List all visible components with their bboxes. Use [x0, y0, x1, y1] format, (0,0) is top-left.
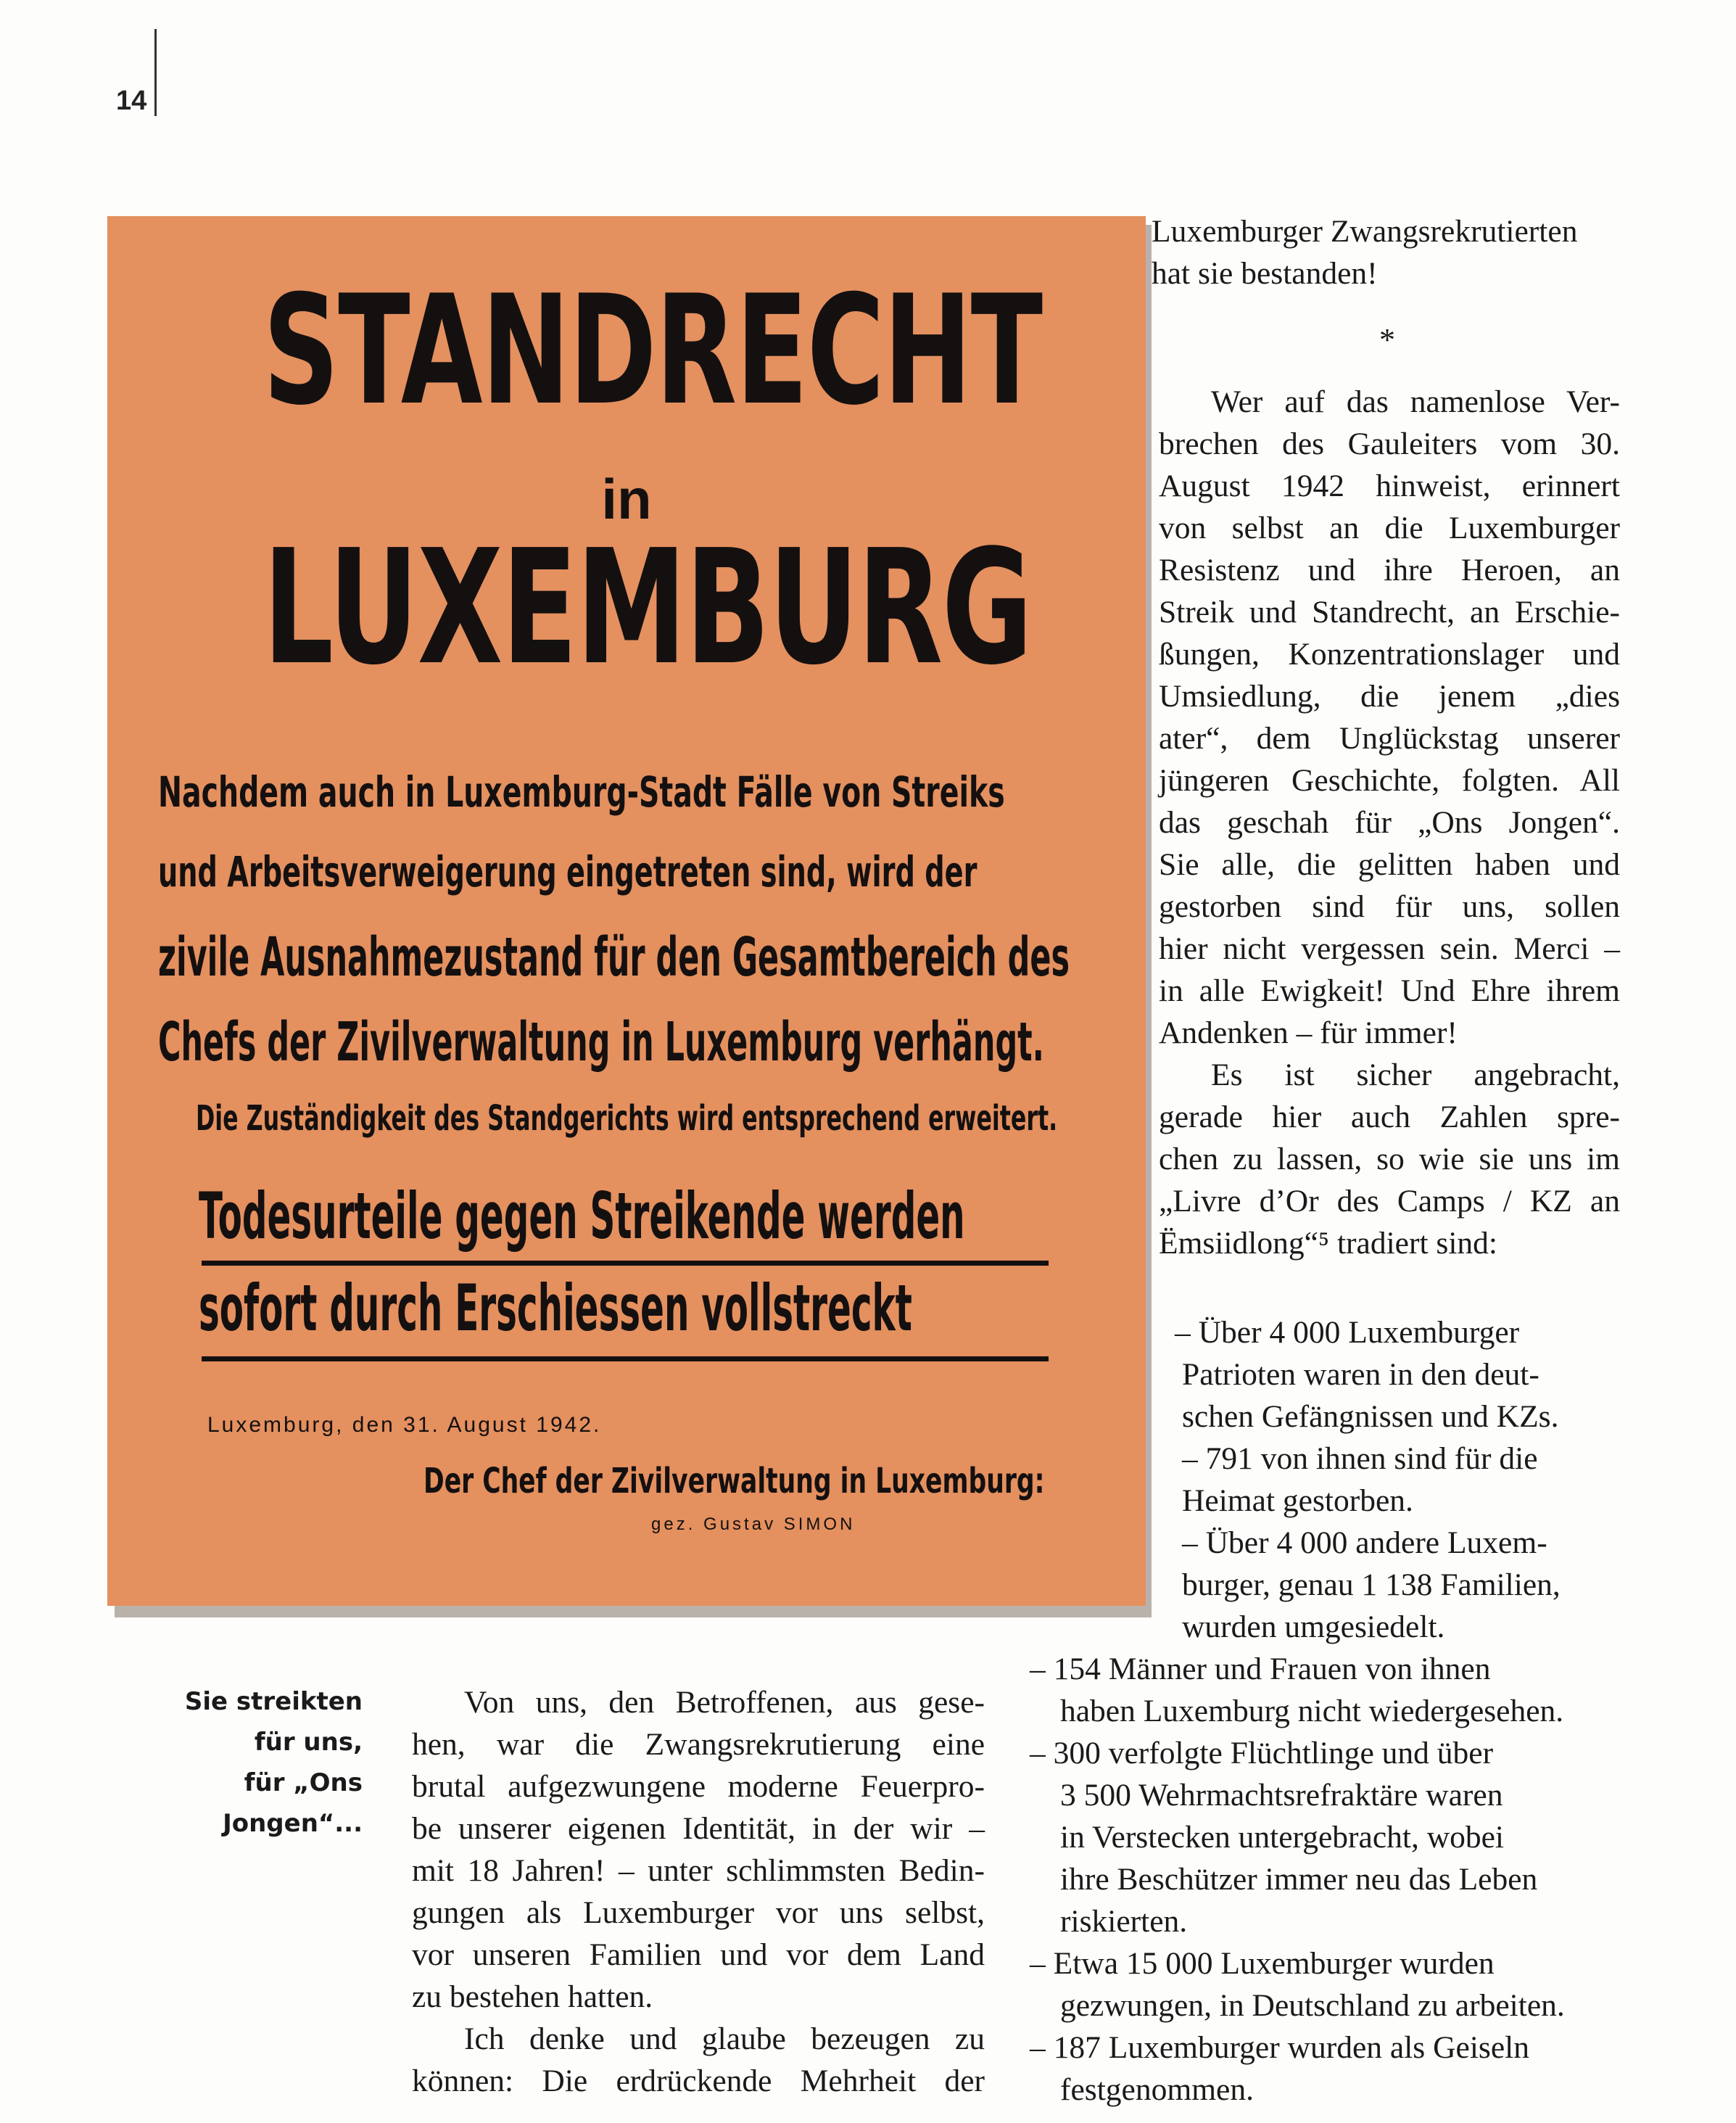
body-line: Sie alle, die gelitten haben und [1159, 847, 1620, 882]
poster-line: und Arbeitsverweigerung eingetreten sind, wird der [158, 847, 977, 896]
body-line: Streik und Standrecht, an Erschie- [1159, 595, 1620, 630]
list-item: Heimat gestorben. [1182, 1483, 1413, 1518]
body-line: Resistenz und ihre Heroen, an [1159, 553, 1620, 588]
poster-line: Nachdem auch in Luxemburg-Stadt Fälle von Streiks [158, 767, 1005, 817]
list-item: – Über 4 000 andere Luxem- [1182, 1525, 1547, 1560]
poster-death-sentence-line: Todesurteile gegen Streikende werden [199, 1179, 965, 1253]
poster-line: Die Zuständigkeit des Standgerichts wird entsprechend erweitert. [196, 1098, 1058, 1139]
body-line: von selbst an die Luxemburger [1159, 511, 1620, 545]
body-line: ßungen, Konzentrationslager und [1159, 637, 1620, 672]
list-item: – Über 4 000 Luxemburger [1175, 1315, 1520, 1350]
poster-title-luxemburg: LUXEMBURG [263, 516, 1032, 700]
right-column-para1 [1159, 381, 1620, 1264]
list-item: – 187 Luxemburger wurden als Geiseln [1030, 2030, 1529, 2065]
poster-title-in: in [601, 467, 652, 531]
body-line: das geschah für „Ons Jongen“. [1159, 805, 1620, 840]
right-column-top [1152, 210, 1623, 294]
list-item: – 791 von ihnen sind für die [1182, 1441, 1538, 1476]
body-line: gungen als Luxemburger vor uns selbst, [412, 1895, 985, 1930]
body-line: Von uns, den Betroffenen, aus gese- [464, 1685, 985, 1720]
statistics-list-a [1175, 1311, 1639, 1648]
image-caption [109, 1681, 363, 1844]
list-item: – Etwa 15 000 Luxemburger wurden [1030, 1946, 1495, 1981]
poster-death-sentence-line: sofort durch Erschiessen vollstreckt [199, 1271, 912, 1345]
body-line: Wer auf das namenlose Ver- [1211, 384, 1620, 419]
body-line: chen zu lassen, so wie sie uns im [1159, 1142, 1620, 1176]
list-item: – 154 Männer und Frauen von ihnen [1030, 1652, 1491, 1686]
list-item: – 300 verfolgte Flüchtlinge und über [1030, 1736, 1494, 1770]
body-line: Ich denke und glaube bezeugen zu [464, 2021, 985, 2056]
body-line: hat sie bestanden! [1152, 256, 1378, 291]
section-separator: * [1379, 322, 1395, 358]
body-line: Ëmsiidlong“⁵ tradiert sind: [1159, 1226, 1498, 1261]
body-line: zu bestehen hatten. [412, 1979, 653, 2014]
body-line: können: Die erdrückende Mehrheit der [412, 2064, 985, 2098]
body-line: in alle Ewigkeit! Und Ehre ihrem [1159, 973, 1620, 1008]
list-item: wurden umgesiedelt. [1182, 1609, 1445, 1644]
list-item: haben Luxemburg nicht wiedergesehen. [1060, 1694, 1564, 1728]
list-item: festgenommen. [1060, 2072, 1254, 2107]
list-item: Patrioten waren in den deut- [1182, 1357, 1539, 1392]
body-line: mit 18 Jahren! – unter schlimmsten Bedin- [412, 1853, 985, 1888]
list-item: riskierten. [1060, 1904, 1188, 1939]
list-item: gezwungen, in Deutschland zu arbeiten. [1060, 1988, 1565, 2023]
poster-date: Luxemburg, den 31. August 1942. [207, 1413, 602, 1437]
body-line: Luxemburger Zwangsrekrutierten [1152, 214, 1578, 249]
list-item: ihre Beschützer immer neu das Leben [1060, 1862, 1538, 1897]
body-line: hen, war die Zwangsrekrutierung eine [412, 1727, 985, 1762]
list-item: in Verstecken untergebracht, wobei [1060, 1820, 1505, 1855]
body-line: hier nicht vergessen sein. Merci – [1159, 931, 1620, 966]
body-line: Es ist sicher angebracht, [1211, 1058, 1620, 1092]
body-line: vor unseren Familien und vor dem Land [412, 1937, 985, 1972]
poster-line: zivile Ausnahmezustand für den Gesamtbereich des [158, 926, 1070, 989]
list-item: burger, genau 1 138 Familien, [1182, 1567, 1561, 1602]
body-line: brutal aufgezwungene moderne Feuerpro- [412, 1769, 985, 1804]
body-line: be unserer eigenen Identität, in der wir – [412, 1811, 985, 1846]
list-item: schen Gefängnissen und KZs. [1182, 1399, 1559, 1434]
poster-chef-line: Der Chef der Zivilverwaltung in Luxemburg: [423, 1461, 1045, 1501]
standrecht-poster [107, 216, 1146, 1606]
poster-underline [202, 1261, 1049, 1266]
statistics-list-b [1030, 1648, 1682, 2111]
body-line: „Livre d’Or des Camps / KZ an [1159, 1184, 1620, 1219]
poster-title-standrecht: STANDRECHT [263, 263, 1042, 439]
body-line: gestorben sind für uns, sollen [1159, 889, 1620, 924]
caption-line: für uns, [254, 1728, 363, 1757]
body-line: gerade hier auch Zahlen spre- [1159, 1100, 1620, 1134]
poster-signature: gez. Gustav SIMON [651, 1514, 856, 1534]
poster-line: Chefs der Zivilverwaltung in Luxemburg verhängt. [158, 1011, 1044, 1073]
body-line: jüngeren Geschichte, folgten. All [1159, 763, 1620, 798]
body-line: August 1942 hinweist, erinnert [1159, 469, 1620, 503]
caption-line: Sie streikten [184, 1687, 363, 1716]
page-number: 14 [116, 86, 147, 116]
body-line: Andenken – für immer! [1159, 1015, 1458, 1050]
left-column [412, 1681, 985, 2102]
body-line: Umsiedlung, die jenem „dies [1159, 679, 1620, 714]
body-line: ater“, dem Unglückstag unserer [1159, 721, 1620, 756]
list-item: 3 500 Wehrmachtsrefraktäre waren [1060, 1778, 1503, 1813]
body-line: brechen des Gauleiters vom 30. [1159, 426, 1620, 461]
poster-underline [202, 1356, 1049, 1361]
page-number-rule [154, 29, 157, 116]
caption-line: für „Ons Jongen“... [223, 1768, 363, 1838]
